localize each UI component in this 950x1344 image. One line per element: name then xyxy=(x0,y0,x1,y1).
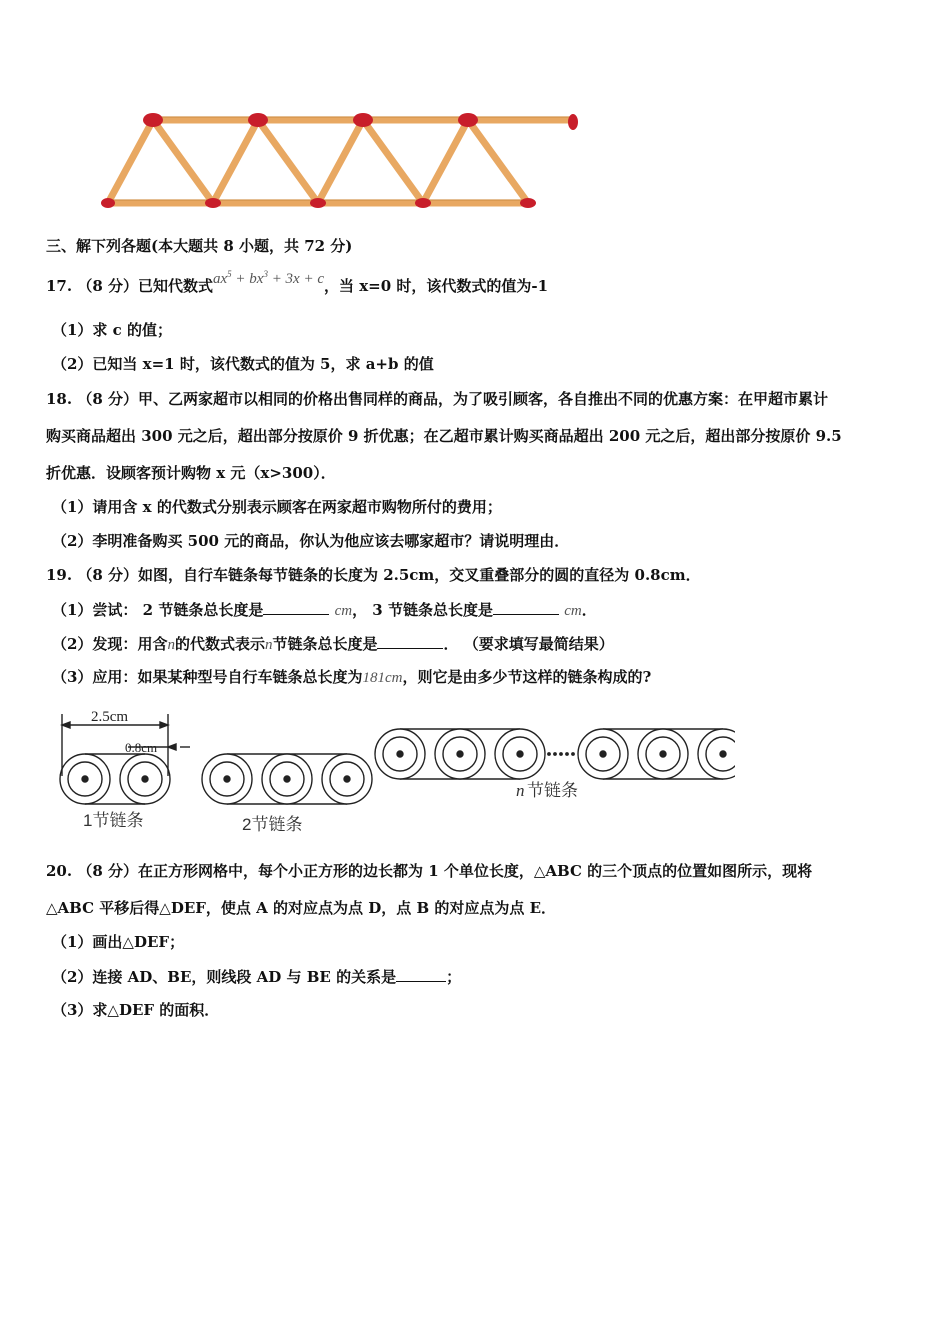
dimension-0-8cm-label: 0.8cm xyxy=(125,740,158,755)
chain-n-links xyxy=(375,729,735,779)
q18-line1: 18. （8 分）甲、乙两家超市以相同的价格出售同样的商品，为了吸引顾客，各自推出不同的优惠方案：在甲超市累计 xyxy=(46,390,828,408)
q19-part1: （1）尝试： 2 节链条总长度是 cm， 3 节链条总长度是 cm． xyxy=(52,601,597,619)
q20-part3: （3）求△DEF 的面积． xyxy=(52,1001,220,1019)
q19-part2: （2）发现：用含n的代数式表示n节链条总长度是 ． （要求填写最简结果） xyxy=(52,635,614,653)
label-n-links: 节链条 xyxy=(527,781,578,800)
dimension-2-5cm-label: 2.5cm xyxy=(91,709,129,725)
chain-2-links xyxy=(202,754,372,804)
q17-part1: （1）求 c 的值； xyxy=(52,321,173,339)
q17-part2: （2）已知当 x=1 时，该代数式的值为 5，求 a+b 的值 xyxy=(52,355,434,373)
q19-stem: 19. （8 分）如图，自行车链条每节链条的长度为 2.5cm，交叉重叠部分的圆的直径为 0.8cm． xyxy=(46,566,701,584)
q20-answer-blank[interactable] xyxy=(396,966,446,982)
q19-answer-blank-n[interactable] xyxy=(377,633,443,649)
q20-part2: （2）连接 AD、BE，则线段 AD 与 BE 的关系是 ； xyxy=(52,968,462,986)
section-title: 三、解下列各题(本大题共 8 小题，共 72 分) xyxy=(46,237,353,255)
q19-part3: （3）应用：如果某种型号自行车链条总长度为181cm，则它是由多少节这样的链条构成的? xyxy=(52,668,652,686)
q17-expression: $ax^5 + bx^3 + 3x + c$ xyxy=(212,269,324,287)
q19-answer-blank-3[interactable] xyxy=(493,599,559,615)
matchstick-triangles-figure xyxy=(95,100,595,215)
q18-line2: 购买商品超出 300 元之后，超出部分按原价 9 折优惠；在乙超市累计购买商品超出 200 元之后，超出部分按原价 9.5 xyxy=(46,427,842,445)
chain-1-link xyxy=(60,714,190,804)
q17-stem: 17. （8 分）已知代数式$ax^5 + bx^3 + 3x + c$，当 x=0 时，该代数式的值为-1 xyxy=(46,269,549,295)
label-n-links-var: n xyxy=(516,781,525,800)
label-1-link: 1节链条 xyxy=(83,811,144,830)
q20-line1: 20. （8 分）在正方形网格中，每个小正方形的边长都为 1 个单位长度，△ABC 的三个顶点的位置如图所示，现将 xyxy=(46,862,813,880)
q18-part1: （1）请用含 x 的代数式分别表示顾客在两家超市购物所付的费用； xyxy=(52,498,502,516)
q19-answer-blank-2[interactable] xyxy=(263,599,329,615)
label-2-links: 2节链条 xyxy=(242,815,303,834)
q20-line2: △ABC 平移后得△DEF，使点 A 的对应点为点 D，点 B 的对应点为点 E． xyxy=(46,899,557,917)
q20-part1: （1）画出△DEF； xyxy=(52,933,185,951)
q18-line3: 折优惠．设顾客预计购物 x 元（x>300）． xyxy=(46,464,336,482)
bicycle-chain-figure xyxy=(55,700,735,840)
q18-part2: （2）李明准备购买 500 元的商品，你认为他应该去哪家超市？请说明理由． xyxy=(52,532,570,550)
